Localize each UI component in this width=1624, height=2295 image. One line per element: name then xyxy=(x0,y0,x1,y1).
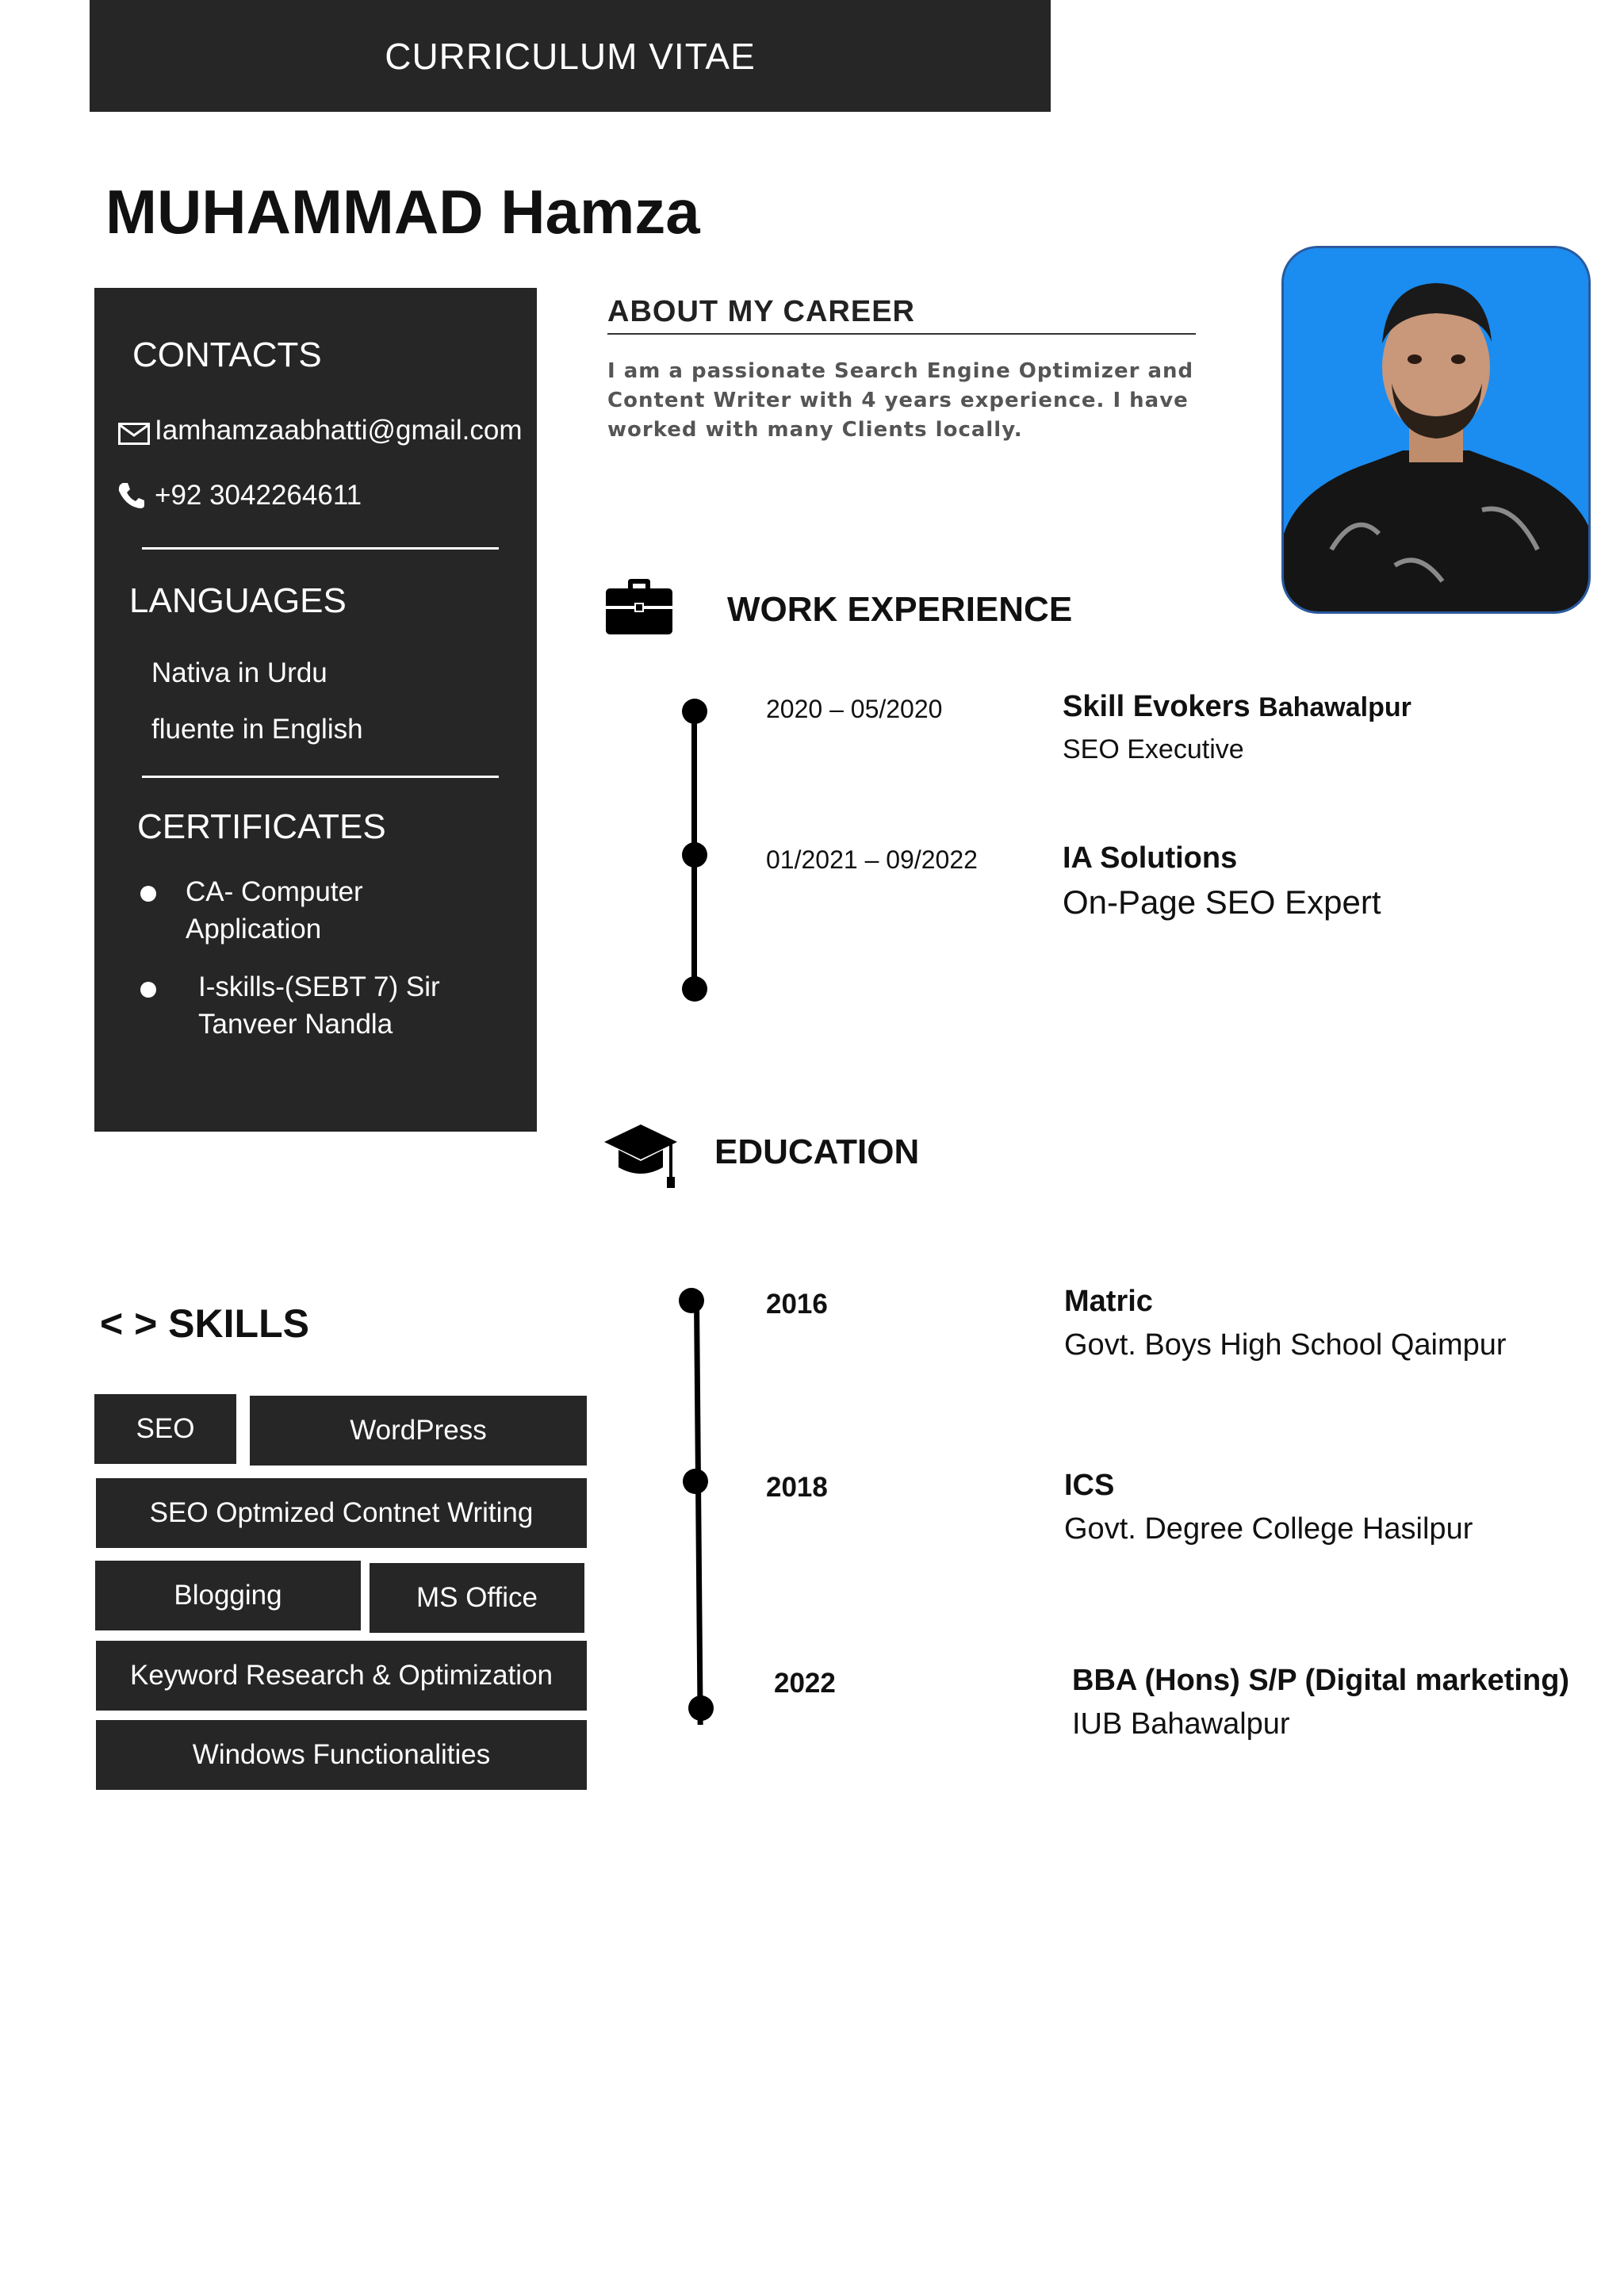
education-year: 2016 xyxy=(766,1289,828,1320)
certificates-heading: CERTIFICATES xyxy=(137,807,386,846)
education-school: IUB Bahawalpur xyxy=(1072,1707,1290,1741)
timeline-dot xyxy=(679,1288,704,1313)
contacts-heading: CONTACTS xyxy=(132,335,322,374)
skill-chip: Windows Functionalities xyxy=(96,1720,587,1790)
contact-phone[interactable]: +92 3042264611 xyxy=(155,480,362,511)
document-title: CURRICULUM VITAE xyxy=(385,35,756,77)
skills-heading: < > SKILLS xyxy=(100,1301,309,1346)
timeline-dot xyxy=(688,1695,714,1721)
languages-heading: LANGUAGES xyxy=(129,581,347,620)
timeline-dot xyxy=(683,1469,708,1494)
timeline-dot xyxy=(682,976,707,1002)
timeline-dot xyxy=(682,842,707,868)
language-item: fluente in English xyxy=(151,714,363,745)
about-divider xyxy=(607,333,1196,335)
bullet xyxy=(140,982,156,998)
education-degree: ICS xyxy=(1064,1469,1115,1502)
work-dates: 2020 – 05/2020 xyxy=(766,695,943,723)
header-bar xyxy=(90,0,1051,112)
education-school: Govt. Degree College Hasilpur xyxy=(1064,1512,1473,1546)
sidebar xyxy=(94,288,537,1132)
certificate-line: CA- Computer xyxy=(186,876,363,907)
person-silhouette-icon xyxy=(1284,248,1588,611)
profile-photo xyxy=(1281,246,1591,614)
education-heading: EDUCATION xyxy=(714,1132,920,1171)
phone-icon xyxy=(117,481,145,510)
language-item: Nativa in Urdu xyxy=(151,657,327,688)
person-name: MUHAMMAD Hamza xyxy=(105,177,700,247)
skill-chip: MS Office xyxy=(370,1563,584,1633)
bullet xyxy=(140,886,156,902)
company-name: Skill Evokers xyxy=(1063,690,1251,723)
certificate-line: Application xyxy=(186,914,322,944)
contact-email[interactable]: Iamhamzaabhatti@gmail.com xyxy=(155,415,523,446)
education-degree: Matric xyxy=(1064,1285,1153,1318)
work-role: SEO Executive xyxy=(1063,734,1244,764)
graduation-cap-icon xyxy=(603,1123,679,1190)
education-year: 2018 xyxy=(766,1472,828,1503)
company-location: Bahawalpur xyxy=(1258,692,1411,722)
timeline-dot xyxy=(682,699,707,724)
skill-chip: SEO Optmized Contnet Writing xyxy=(96,1478,587,1548)
skill-chip: WordPress xyxy=(250,1396,587,1466)
work-company xyxy=(1063,690,1411,724)
sidebar-divider xyxy=(142,776,499,778)
envelope-icon xyxy=(118,423,150,445)
briefcase-icon xyxy=(606,579,672,634)
education-year: 2022 xyxy=(774,1668,836,1699)
education-degree: BBA (Hons) S/P (Digital marketing) xyxy=(1072,1664,1570,1697)
about-text: I am a passionate Search Engine Optimizer and Content Writer with 4 years experience. I have worked with many Clients locally. xyxy=(607,359,1194,442)
about-heading: ABOUT MY CAREER xyxy=(607,295,915,328)
certificate-line: Tanveer Nandla xyxy=(198,1009,393,1040)
skill-chip: Blogging xyxy=(95,1561,361,1630)
education-school: Govt. Boys High School Qaimpur xyxy=(1064,1328,1507,1362)
work-dates: 01/2021 – 09/2022 xyxy=(766,845,978,874)
skill-chip: Keyword Research & Optimization xyxy=(96,1641,587,1711)
certificate-line: I-skills-(SEBT 7) Sir xyxy=(198,971,440,1002)
work-experience-heading: WORK EXPERIENCE xyxy=(727,590,1073,629)
education-timeline xyxy=(694,1301,703,1725)
skill-chip: SEO xyxy=(94,1394,236,1464)
work-role: On-Page SEO Expert xyxy=(1063,883,1381,921)
sidebar-divider xyxy=(142,547,499,550)
work-company: IA Solutions xyxy=(1063,841,1238,875)
